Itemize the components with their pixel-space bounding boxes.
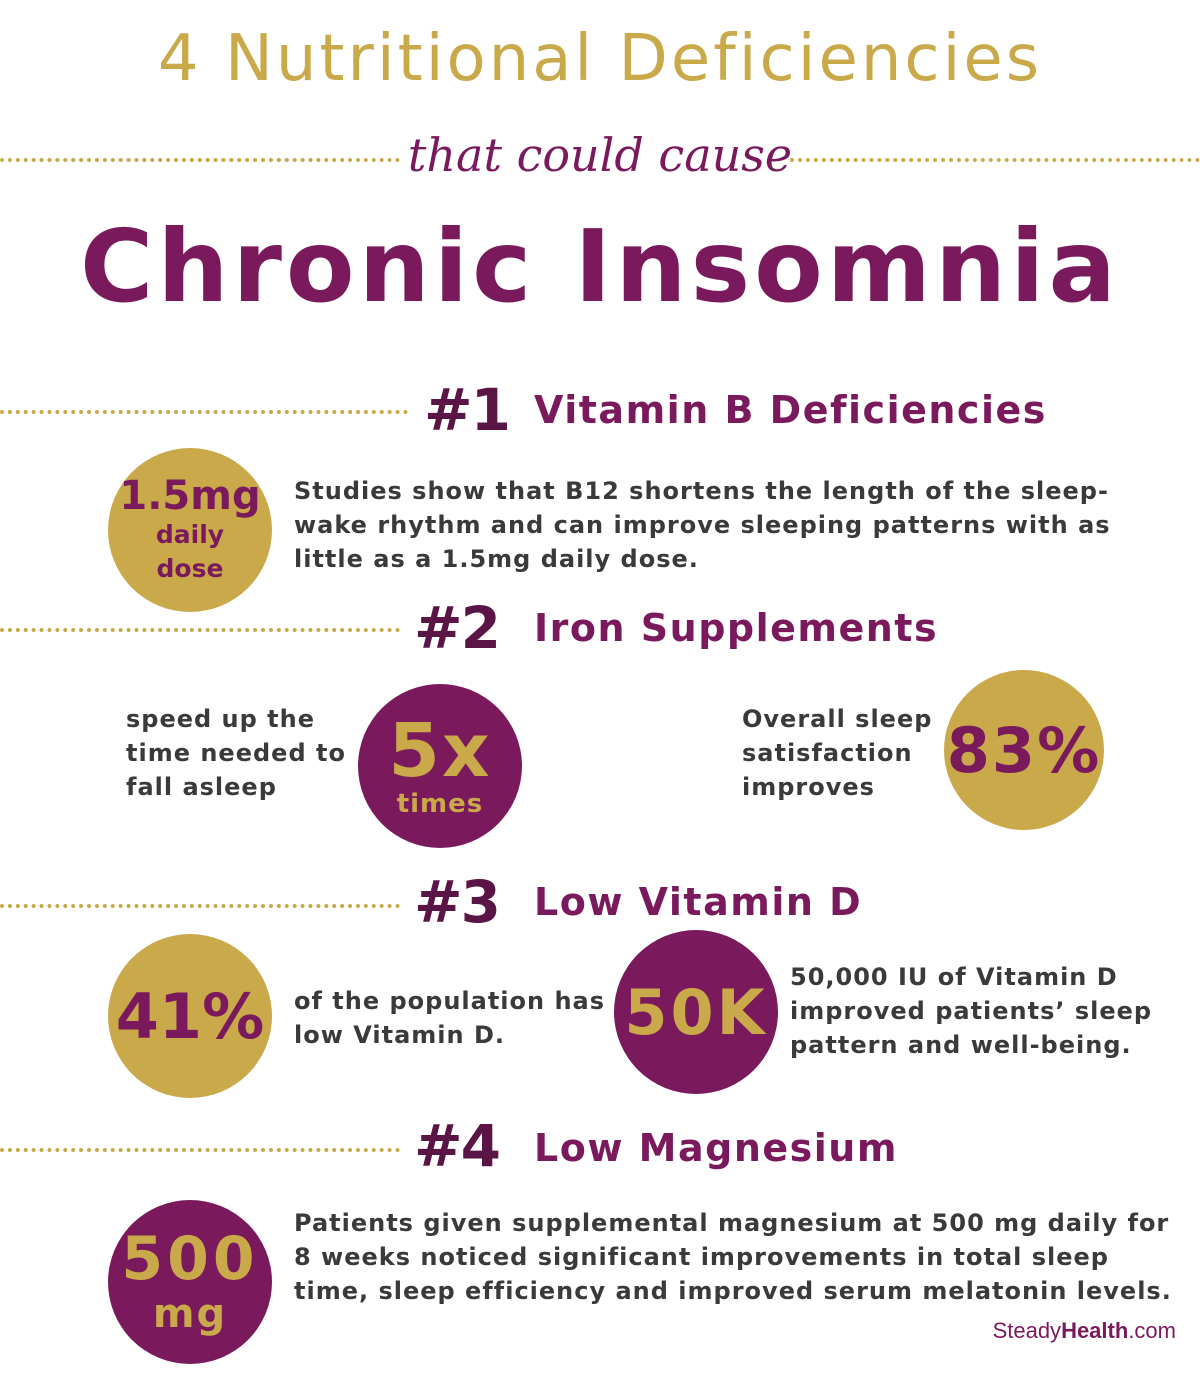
section-title: Low Vitamin D	[534, 880, 863, 924]
credit-part: Steady	[992, 1318, 1062, 1343]
section-text-left: speed up the time needed to fall asleep	[126, 705, 346, 801]
section-title: Iron Supplements	[534, 606, 939, 650]
stat-value: 500	[121, 1224, 259, 1294]
section-title: Vitamin B Deficiencies	[534, 388, 1047, 432]
section-number: #2	[414, 594, 499, 662]
credit-part: Health	[1061, 1318, 1129, 1343]
section-divider	[0, 410, 408, 414]
site-credit	[993, 1318, 1176, 1344]
stat-value: 50K	[624, 975, 768, 1049]
section-divider	[0, 628, 400, 632]
section-text-left: of the population has low Vitamin D.	[294, 987, 606, 1049]
stat-unit: times	[396, 789, 484, 819]
stat-circle-83	[944, 670, 1104, 830]
stat-unit: dose	[156, 554, 224, 583]
section-text-right: 50,000 IU of Vitamin D improved patients’ sleep pattern and well-being.	[790, 963, 1153, 1059]
stat-value: 83%	[946, 713, 1102, 787]
stat-value: 1.5mg	[119, 473, 261, 519]
title-main: Chronic Insomnia	[80, 208, 1120, 325]
section-title: Low Magnesium	[534, 1126, 898, 1170]
stat-circle-41	[108, 934, 272, 1098]
section-text: Studies show that B12 shortens the length of the sleep-wake rhythm and can improve sleeping patterns with as little as a 1.5mg daily dose.	[294, 477, 1111, 573]
stat-value: 41%	[115, 979, 265, 1053]
stat-circle-5x	[358, 684, 522, 848]
section-number: #1	[424, 376, 509, 444]
stat-circle-500mg	[108, 1200, 272, 1364]
credit-part: .com	[1128, 1318, 1176, 1343]
divider-left	[0, 158, 400, 162]
stat-unit: mg	[152, 1291, 228, 1337]
stat-value: 5x	[388, 708, 492, 794]
subtitle: that could cause	[407, 128, 793, 182]
section-divider	[0, 904, 400, 908]
section-text-right: Overall sleep satisfaction improves	[742, 705, 933, 801]
section-number: #4	[414, 1112, 499, 1180]
stat-circle-50k	[614, 930, 778, 1094]
section-text: Patients given supplemental magnesium at 500 mg daily for 8 weeks noticed significant improvements in total sleep time, sleep efficiency and improved serum melatonin levels.	[294, 1209, 1172, 1305]
title-top: 4 Nutritional Deficiencies	[157, 22, 1043, 96]
section-divider	[0, 1148, 400, 1152]
divider-right	[790, 158, 1200, 162]
stat-unit: daily	[155, 520, 225, 549]
stat-circle-1-5mg	[108, 448, 272, 612]
section-number: #3	[414, 868, 499, 936]
